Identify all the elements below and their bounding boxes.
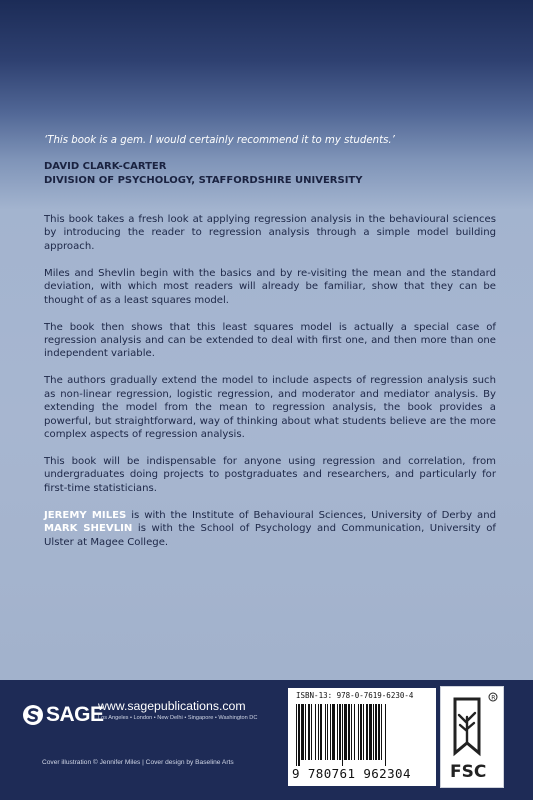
- svg-text:R: R: [491, 694, 496, 702]
- barcode-bar: [369, 704, 372, 760]
- reviewer: [44, 160, 504, 188]
- barcode-bar: [298, 704, 300, 766]
- barcode-bar: [325, 704, 326, 760]
- book-description: [44, 213, 496, 563]
- barcode-bar: [337, 704, 338, 760]
- description-paragraph-3: The book then shows that this least squares model is actually a special case of regression analysis and can be extended to deal with first one, and then more than one independent variable.: [44, 321, 496, 360]
- sage-emblem-icon: [22, 704, 44, 726]
- barcode-number: 9 780761 962304: [292, 766, 411, 781]
- barcode-bar: [351, 704, 352, 760]
- sage-logo: [22, 700, 104, 730]
- barcode-bar: [360, 704, 362, 760]
- barcode-bar: [358, 704, 359, 760]
- reviewer-name: DAVID CLARK-CARTER: [44, 161, 167, 172]
- cover-credits: Cover illustration © Jennifer Miles | Cover design by Baseline Arts: [42, 759, 234, 766]
- review-quote: ‘This book is a gem. I would certainly recommend it to my students.’: [44, 135, 395, 146]
- barcode-bar: [354, 704, 355, 760]
- publisher-cities: Los Angeles • London • New Delhi • Singapore • Washington DC: [98, 715, 258, 721]
- barcode-bar: [332, 704, 335, 760]
- barcode-bar: [327, 704, 328, 760]
- author-name-1: JEREMY MILES: [44, 509, 127, 521]
- author-bio-1: is with the Institute of Behavioural Sciences, University of Derby and: [126, 509, 496, 521]
- barcode-bar: [305, 704, 306, 760]
- publisher-name: SAGE: [46, 703, 104, 726]
- author-bio: [44, 509, 496, 549]
- barcode-bar: [311, 704, 312, 760]
- fsc-logo: [440, 686, 504, 788]
- barcode-bar: [366, 704, 368, 760]
- barcode-bar: [381, 704, 382, 760]
- barcode-bar: [296, 704, 297, 766]
- barcode-bar: [342, 704, 343, 766]
- barcode-bar: [315, 704, 316, 760]
- barcode-bar: [318, 704, 319, 760]
- barcode-bar: [348, 704, 350, 760]
- description-paragraph-1: This book takes a fresh look at applying regression analysis in the behavioural sciences by introducing the reader to regression analysis through a simple model building approach.: [44, 214, 496, 252]
- barcode-bar: [344, 704, 347, 760]
- reviewer-affiliation: DIVISION OF PSYCHOLOGY, STAFFORDSHIRE UNIVERSITY: [44, 175, 363, 186]
- publisher-website: www.sagepublications.com: [98, 699, 246, 713]
- isbn-label: ISBN-13: 978-0-7619-6230-4: [296, 691, 414, 700]
- barcode-bar: [375, 704, 377, 760]
- barcode-bar: [320, 704, 322, 760]
- barcode-bar: [378, 704, 380, 760]
- barcode-bar: [308, 704, 310, 760]
- barcode-bar: [373, 704, 374, 760]
- author-name-2: MARK SHEVLIN: [44, 523, 133, 535]
- description-paragraph-4: The authors gradually extend the model to include aspects of regression analysis such as non-linear regression, logistic regression, and moderator and mediator analysis. By extending the model from the mean to regression analysis, the book provides a powerful, but straightforward, way of thinking about what students believe are the more complex aspects of regression analysis.: [44, 375, 496, 441]
- description-paragraph-5: This book will be indispensable for anyone using regression and correlation, from undergraduates doing projects to postgraduates and researchers, and particularly for first-time statisticians.: [44, 456, 496, 494]
- barcode-bar: [301, 704, 304, 760]
- author-bio-2: is with the School of Psychology and Communication, University of Ulster at Magee College.: [44, 523, 496, 548]
- fsc-tree-icon: [441, 687, 505, 789]
- fsc-text: FSC: [450, 762, 487, 782]
- description-paragraph-2: Miles and Shevlin begin with the basics and by re-visiting the mean and the standard deviation, with which most readers will already be familiar, show that they can be thought of as a least squares model.: [44, 267, 496, 306]
- barcode-bar: [339, 704, 341, 760]
- barcode-panel: [288, 688, 436, 786]
- barcode-bar: [363, 704, 364, 760]
- barcode-bar: [330, 704, 331, 760]
- barcode-bar: [385, 704, 386, 766]
- barcode-icon: [294, 704, 430, 766]
